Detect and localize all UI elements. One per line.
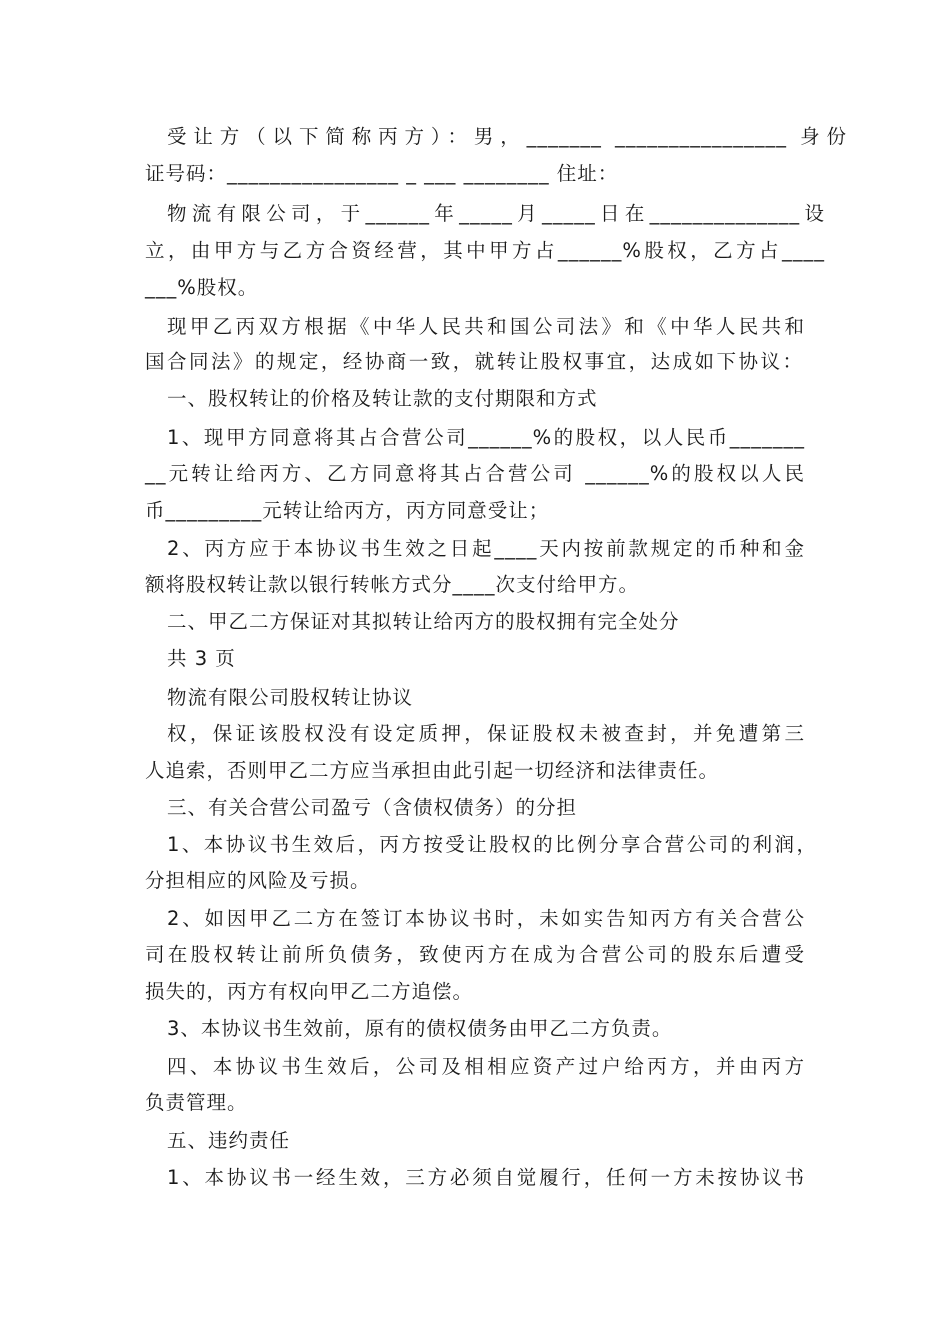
text-line: 2、丙方应于本协议书生效之日起____天内按前款规定的币种和金 bbox=[167, 537, 805, 560]
text-line: 损失的，丙方有权向甲乙二方追偿。 bbox=[145, 980, 474, 1003]
text-line: 人追索，否则甲乙二方应当承担由此引起一切经济和法律责任。 bbox=[145, 759, 720, 782]
text-line: 国合同法》的规定，经协商一致，就转让股权事宜，达成如下协议： bbox=[145, 350, 803, 373]
text-line: 额将股权转让款以银行转帐方式分____次支付给甲方。 bbox=[145, 573, 640, 596]
running-header: 物流有限公司股权转让协议 bbox=[167, 686, 414, 709]
text-line: ___%股权。 bbox=[145, 276, 259, 299]
text-line: 立，由甲方与乙方合资经营，其中甲方占______%股权，乙方占____ bbox=[145, 239, 825, 262]
text-line: 司在股权转让前所负债务，致使丙方在成为合营公司的股东后遭受 bbox=[145, 943, 805, 966]
text-line: 3、本协议书生效前，原有的债权债务由甲乙二方负责。 bbox=[167, 1017, 673, 1040]
text-line: 权，保证该股权没有设定质押，保证股权未被查封，并免遭第三 bbox=[167, 722, 805, 745]
text-line: 1、本协议书生效后，丙方按受让股权的比例分享合营公司的利润， bbox=[167, 833, 817, 856]
text-line: 1、本协议书一经生效，三方必须自觉履行，任何一方未按协议书 bbox=[167, 1166, 805, 1189]
text-line: __元转让给丙方、乙方同意将其占合营公司 ______%的股权以人民 bbox=[145, 462, 805, 485]
section-heading: 二、甲乙二方保证对其拟转让给丙方的股权拥有完全处分 bbox=[167, 610, 680, 633]
text-line: 现甲乙丙双方根据《中华人民共和国公司法》和《中华人民共和 bbox=[167, 315, 805, 338]
text-line: 1、现甲方同意将其占合营公司______%的股权，以人民币_______ bbox=[167, 426, 805, 449]
text-line: 受让方（以下简称丙方）：男，_______ ________________ 身份 bbox=[167, 125, 847, 148]
text-line: 负责管理。 bbox=[145, 1091, 248, 1114]
text-line: 证号码：________________ _ ___ ________ 住址： bbox=[145, 162, 619, 185]
text-line: 2、如因甲乙二方在签订本协议书时，未如实告知丙方有关合营公 bbox=[167, 907, 805, 930]
text-line: 物流有限公司，于______年_____月_____日在______________设 bbox=[167, 202, 825, 225]
section-heading: 五、违约责任 bbox=[167, 1129, 291, 1152]
page-count: 共 3 页 bbox=[167, 647, 236, 670]
text-line: 分担相应的风险及亏损。 bbox=[145, 869, 371, 892]
text-line: 币_________元转让给丙方，丙方同意受让； bbox=[145, 499, 550, 522]
section-heading: 一、股权转让的价格及转让款的支付期限和方式 bbox=[167, 387, 598, 410]
section-heading: 三、有关合营公司盈亏（含债权债务）的分担 bbox=[167, 796, 578, 819]
text-line: 四、本协议书生效后，公司及相相应资产过户给丙方，并由丙方 bbox=[167, 1055, 805, 1078]
